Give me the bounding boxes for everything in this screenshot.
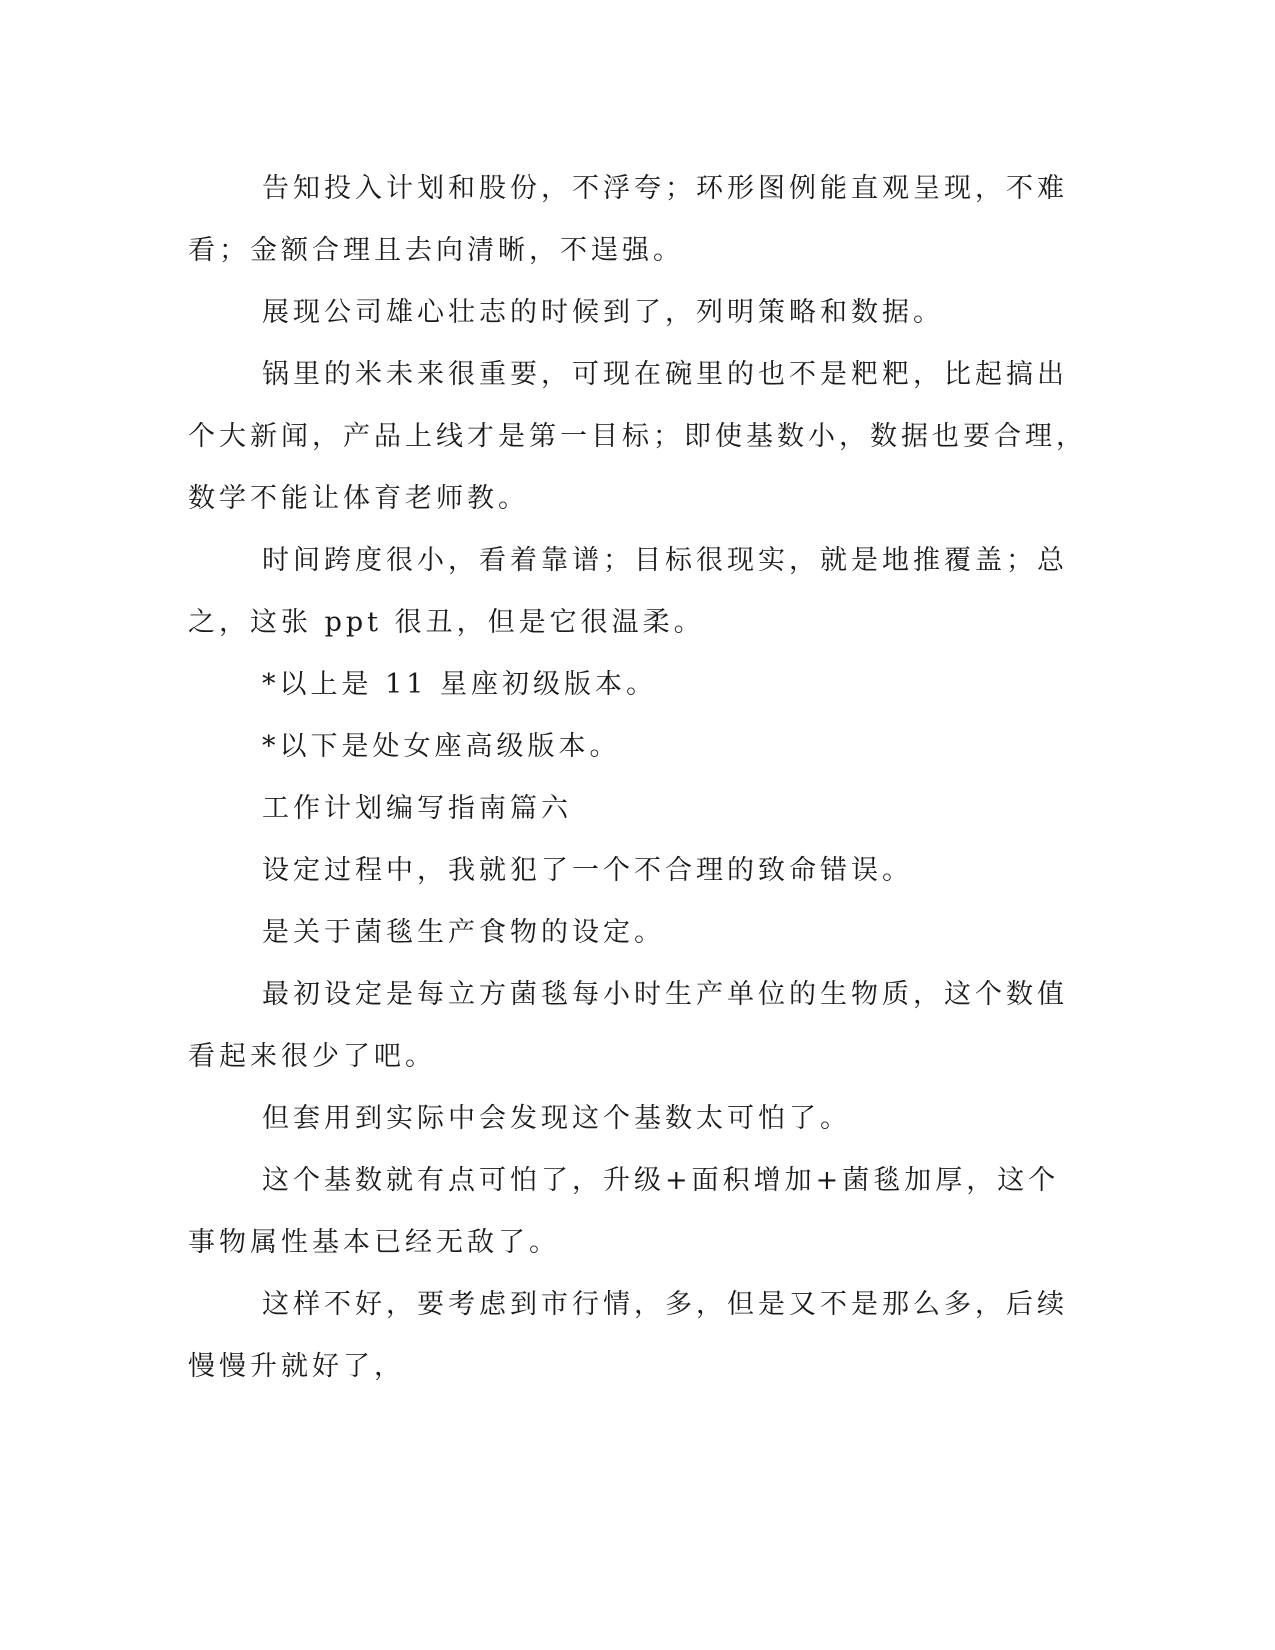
paragraph: 告知投入计划和股份，不浮夸；环形图例能直观呈现，不难看；金额合理且去向清晰，不逞强。: [188, 173, 1068, 266]
paragraph: 时间跨度很小，看着靠谱；目标很现实，就是地推覆盖；总之，这张 ppt 很丑，但是它很温柔。: [188, 545, 1068, 638]
paragraph: 但套用到实际中会发现这个基数太可怕了。: [262, 1103, 851, 1134]
document-body: [188, 158, 1088, 1398]
paragraph: 设定过程中，我就犯了一个不合理的致命错误。: [262, 855, 913, 886]
paragraph: 这个基数就有点可怕了，升级+面积增加+菌毯加厚，这个事物属性基本已经无敌了。: [188, 1165, 1060, 1258]
paragraph: *以上是 11 星座初级版本。: [262, 669, 658, 700]
section-heading: 工作计划编写指南篇六: [262, 793, 572, 824]
paragraph: 是关于菌毯生产食物的设定。: [262, 917, 665, 948]
paragraph: 展现公司雄心壮志的时候到了，列明策略和数据。: [262, 297, 944, 328]
paragraph: 锅里的米未来很重要，可现在碗里的也不是粑粑，比起搞出个大新闻，产品上线才是第一目标；即使基数小，数据也要合理，数学不能让体育老师教。: [188, 359, 1087, 514]
paragraph: 这样不好，要考虑到市行情，多，但是又不是那么多，后续慢慢升就好了，: [188, 1289, 1068, 1382]
paragraph: 最初设定是每立方菌毯每小时生产单位的生物质，这个数值看起来很少了吧。: [188, 979, 1068, 1072]
paragraph: *以下是处女座高级版本。: [262, 731, 621, 762]
